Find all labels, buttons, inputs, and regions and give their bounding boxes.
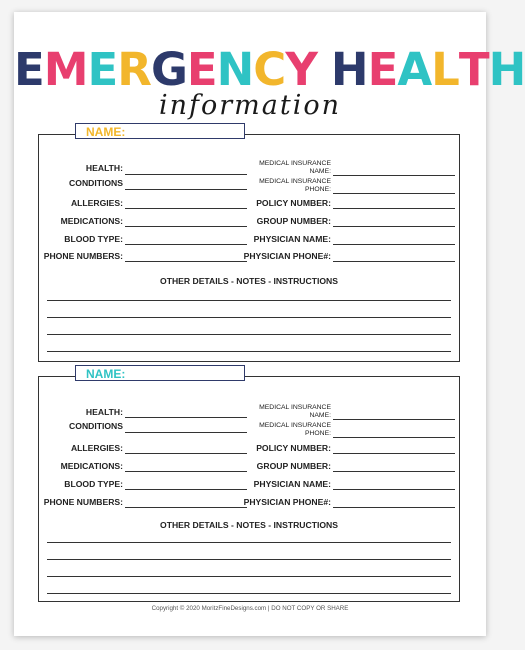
insurance-phone-label-1: MEDICAL INSURANCE	[259, 422, 331, 429]
insurance-name-label-1: MEDICAL INSURANCE	[259, 404, 331, 411]
title-letter: A	[397, 43, 432, 96]
insurance-name-label-2: NAME:	[309, 168, 331, 175]
medications-line[interactable]	[125, 471, 247, 472]
title-letter	[317, 45, 331, 95]
phone-numbers-label: PHONE NUMBERS:	[43, 497, 123, 507]
contact-card-2	[38, 367, 460, 602]
insurance-phone-label-2: PHONE:	[304, 186, 331, 193]
physician-phone-line[interactable]	[333, 261, 455, 262]
insurance-phone-label-2: PHONE:	[304, 430, 331, 437]
policy-number-line[interactable]	[333, 453, 455, 454]
page-subtitle: information	[158, 90, 341, 121]
physician-phone-label: PHYSICIAN PHONE#:	[243, 251, 331, 261]
policy-number-label: POLICY NUMBER:	[256, 198, 331, 208]
physician-name-line[interactable]	[333, 489, 455, 490]
title-letter: R	[117, 43, 151, 96]
title-letter: G	[150, 43, 187, 96]
insurance-phone-line[interactable]	[333, 437, 455, 438]
physician-phone-label: PHYSICIAN PHONE#:	[243, 497, 331, 507]
health-label: HEALTH:	[85, 163, 123, 173]
medications-label: MEDICATIONS:	[60, 461, 123, 471]
policy-number-line[interactable]	[333, 208, 455, 209]
notes-line[interactable]	[47, 351, 451, 352]
health-line[interactable]	[125, 174, 247, 175]
blood-type-label: BLOOD TYPE:	[64, 234, 123, 244]
title-letter: H	[330, 43, 368, 96]
conditions-label: CONDITIONS	[69, 178, 123, 188]
medications-label: MEDICATIONS:	[60, 216, 123, 226]
insurance-name-line[interactable]	[333, 419, 455, 420]
title-letter: E	[367, 43, 398, 96]
physician-name-line[interactable]	[333, 244, 455, 245]
insurance-name-label-1: MEDICAL INSURANCE	[259, 160, 331, 167]
title-letter: H	[488, 43, 525, 96]
allergies-label: ALLERGIES:	[70, 198, 123, 208]
contact-card-1	[38, 125, 460, 362]
physician-phone-line[interactable]	[333, 507, 455, 508]
allergies-label: ALLERGIES:	[70, 443, 123, 453]
notes-line[interactable]	[47, 576, 451, 577]
copyright-footer: Copyright © 2020 MoritzFineDesigns.com | DO NOT COPY OR SHARE	[151, 605, 349, 612]
conditions-line[interactable]	[125, 432, 247, 433]
conditions-line[interactable]	[125, 189, 247, 190]
title-letter: E	[186, 43, 217, 96]
notes-line[interactable]	[47, 542, 451, 543]
health-label: HEALTH:	[85, 407, 123, 417]
group-number-label: GROUP NUMBER:	[256, 216, 331, 226]
blood-type-label: BLOOD TYPE:	[64, 479, 123, 489]
other-details-heading: OTHER DETAILS - NOTES - INSTRUCTIONS	[160, 276, 338, 286]
phone-numbers-label: PHONE NUMBERS:	[43, 251, 123, 261]
insurance-name-label-2: NAME:	[309, 412, 331, 419]
allergies-line[interactable]	[125, 453, 247, 454]
title-letter: N	[216, 43, 254, 96]
health-line[interactable]	[125, 417, 247, 418]
insurance-phone-label-1: MEDICAL INSURANCE	[259, 178, 331, 185]
phone-numbers-line[interactable]	[125, 261, 247, 262]
title-letter: E	[87, 43, 118, 96]
title-letter: C	[253, 43, 286, 96]
insurance-name-line[interactable]	[333, 175, 455, 176]
insurance-phone-line[interactable]	[333, 193, 455, 194]
name-field[interactable]	[75, 123, 245, 139]
name-field[interactable]	[75, 365, 245, 381]
group-number-line[interactable]	[333, 226, 455, 227]
name-label: NAME:	[86, 125, 126, 139]
conditions-label: CONDITIONS	[69, 421, 123, 431]
title-letter: T	[458, 43, 489, 96]
physician-name-label: PHYSICIAN NAME:	[253, 479, 331, 489]
printable-page	[14, 12, 525, 636]
notes-line[interactable]	[47, 317, 451, 318]
blood-type-line[interactable]	[125, 244, 247, 245]
notes-line[interactable]	[47, 559, 451, 560]
policy-number-label: POLICY NUMBER:	[256, 443, 331, 453]
title-letter: L	[431, 43, 459, 96]
medications-line[interactable]	[125, 226, 247, 227]
name-label: NAME:	[86, 367, 126, 381]
group-number-line[interactable]	[333, 471, 455, 472]
notes-line[interactable]	[47, 593, 451, 594]
physician-name-label: PHYSICIAN NAME:	[253, 234, 331, 244]
title-letter: E	[14, 43, 44, 96]
title-letter: M	[43, 43, 88, 96]
notes-line[interactable]	[47, 300, 451, 301]
allergies-line[interactable]	[125, 208, 247, 209]
blood-type-line[interactable]	[125, 489, 247, 490]
group-number-label: GROUP NUMBER:	[256, 461, 331, 471]
notes-line[interactable]	[47, 334, 451, 335]
other-details-heading: OTHER DETAILS - NOTES - INSTRUCTIONS	[160, 520, 338, 530]
phone-numbers-line[interactable]	[125, 507, 247, 508]
title-letter: Y	[285, 43, 317, 96]
page-title	[14, 43, 525, 96]
